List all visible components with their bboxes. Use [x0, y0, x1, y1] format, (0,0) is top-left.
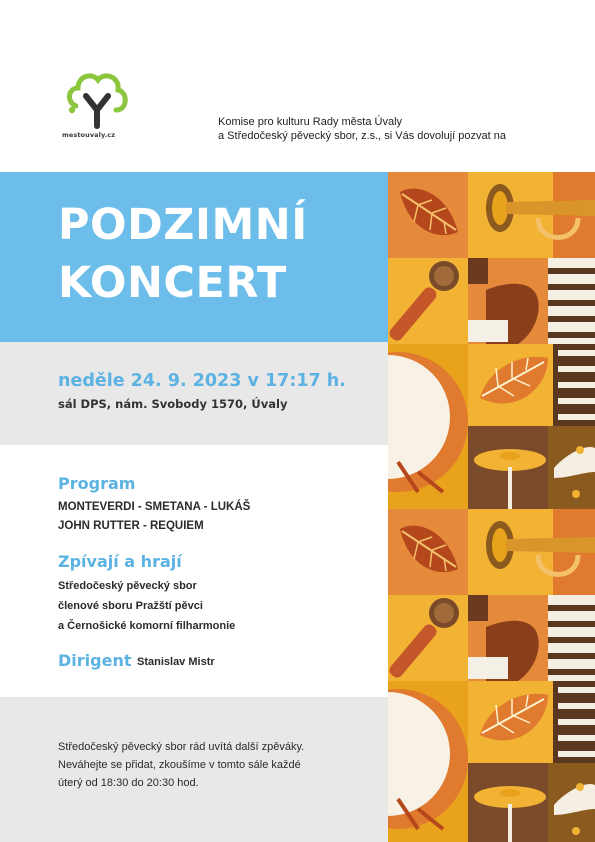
conductor-name: Stanislav Mistr	[137, 656, 215, 668]
title-line-1: PODZIMNÍ	[58, 200, 308, 250]
performers-heading: Zpívají a hrají	[58, 552, 182, 571]
event-venue: sál DPS, nám. Svobody 1570, Úvaly	[58, 397, 288, 411]
intro-text	[218, 116, 578, 143]
footer-line-3: úterý od 18:30 do 20:30 hod.	[58, 777, 199, 789]
program-item: MONTEVERDI - SMETANA - LUKÁŠ	[58, 501, 251, 513]
music-autumn-illustration	[388, 172, 595, 842]
footer-text	[58, 738, 378, 792]
title-line-2: KONCERT	[58, 258, 287, 308]
program-heading: Program	[58, 474, 136, 493]
intro-line-1: Komise pro kulturu Rady města Úvaly	[218, 116, 403, 128]
logo-text: mestouvaly.cz	[62, 131, 116, 139]
conductor-heading: Dirigent	[58, 651, 132, 670]
date-band	[0, 342, 388, 445]
performer-item: Středočeský pěvecký sbor	[58, 580, 197, 592]
event-date: neděle 24. 9. 2023 v 17:17 h.	[58, 371, 346, 391]
performer-item: členové sboru Pražští pěvci	[58, 600, 203, 612]
footer-line-1: Středočeský pěvecký sbor rád uvítá další zpěváky.	[58, 741, 305, 753]
intro-line-2: a Středočeský pěvecký sbor, z.s., si Vás dovolují pozvat na	[218, 129, 506, 142]
page-title	[58, 196, 388, 312]
performer-item: a Černošické komorní filharmonie	[58, 620, 236, 632]
program-item: JOHN RUTTER - REQUIEM	[58, 520, 204, 532]
footer-line-2: Neváhejte se přidat, zkoušíme v tomto sále každé	[58, 759, 301, 771]
